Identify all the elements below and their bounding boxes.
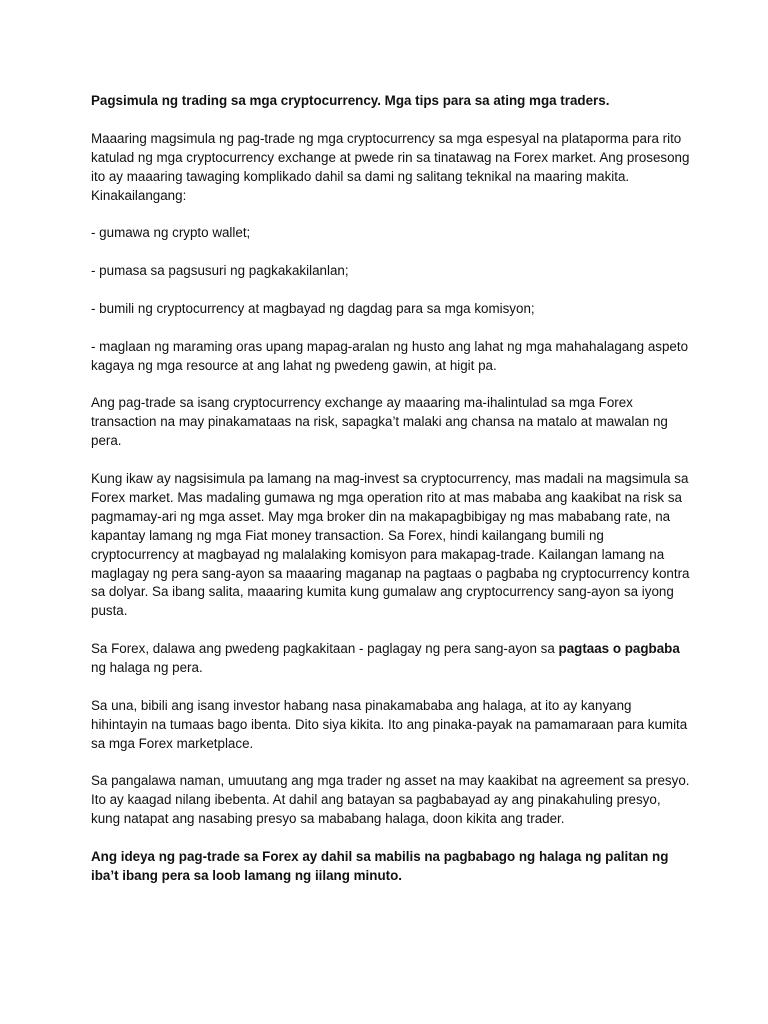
first-method-paragraph: Sa una, bibili ang isang investor habang nasa pinakamababa ang halaga, at ito ay kanyang hihintayin na tumaas bago ibenta. Dito siya kikita. Ito ang pinaka-payak na pamamaraan para kumita sa mga Forex marketplace. — [91, 697, 688, 751]
two-ways-text-start: Sa Forex, dalawa ang pwedeng pagkakitaan - paglagay ng pera sang-ayon sa — [91, 641, 559, 657]
two-ways-paragraph — [91, 640, 691, 678]
intro-paragraph: Maaaring magsimula ng pag-trade ng mga cryptocurrency sa mga espesyal na plataporma para rito katulad ng mga cryptocurrency exchange at pwede rin sa tinatawag na Forex market. Ang prosesong ito ay maaaring tawaging komplikado dahil sa dami ng salitang teknikal na maaring makita. Kinakailangang: — [91, 130, 690, 203]
list-item: - bumili ng cryptocurrency at magbayad ng dagdag para sa mga komisyon; — [91, 300, 535, 316]
two-ways-text-end: ng halaga ng pera. — [91, 660, 203, 676]
beginner-paragraph: Kung ikaw ay nagsisimula pa lamang na mag-invest sa cryptocurrency, mas madali na magsimula sa Forex market. Mas madaling gumawa ng mga operation rito at mas mababa ang kaakibat na risk sa pagmamay-ari ng mga asset. May mga broker din na makapagbibigay ng mas mababang rate, na kapantay lamang ng mga Fiat money transaction. Sa Forex, hindi kailangang bumili ng cryptocurrency at magbayad ng malalaking komisyon para makapag-trade. Kailangan lamang na maglagay ng pera sang-ayon sa maaaring maganap na pagtaas o pagbaba ng cryptocurrency kontra sa dolyar. Sa ibang salita, maaaring kumita kung gumalaw ang cryptocurrency sang-ayon sa iyong pusta. — [91, 471, 690, 619]
list-item: - gumawa ng crypto wallet; — [91, 225, 251, 241]
second-method-paragraph: Sa pangalawa naman, umuutang ang mga trader ng asset na may kaakibat na agreement sa presyo. Ito ay kaagad nilang ibebenta. At dahil ang batayan sa pagbabayad ay ang pinakahuling presyo, kung natapat ang nasabing presyo sa mababang halaga, doon kikita ang trader. — [91, 773, 690, 827]
document-page — [91, 92, 691, 905]
document-title: Pagsimula ng trading sa mga cryptocurrency. Mga tips para sa ating mga traders. — [91, 93, 610, 108]
exchange-paragraph: Ang pag-trade sa isang cryptocurrency exchange ay maaaring ma-ihalintulad sa mga Forex transaction na may pinakamataas na risk, sapagka’t malaki ang chansa na matalo at mawalan ng pera. — [91, 395, 668, 449]
conclusion-paragraph: Ang ideya ng pag-trade sa Forex ay dahil sa mabilis na pagbabago ng halaga ng palitan ng iba’t ibang pera sa loob lamang ng iilang minuto. — [91, 849, 669, 883]
list-item: - pumasa sa pagsusuri ng pagkakakilanlan; — [91, 263, 349, 279]
list-item: - maglaan ng maraming oras upang mapag-aralan ng husto ang lahat ng mga mahahalagang aspeto kagaya ng mga resource at ang lahat ng pwedeng gawin, at higit pa. — [91, 338, 689, 373]
two-ways-emphasis: pagtaas o pagbaba — [558, 641, 680, 657]
